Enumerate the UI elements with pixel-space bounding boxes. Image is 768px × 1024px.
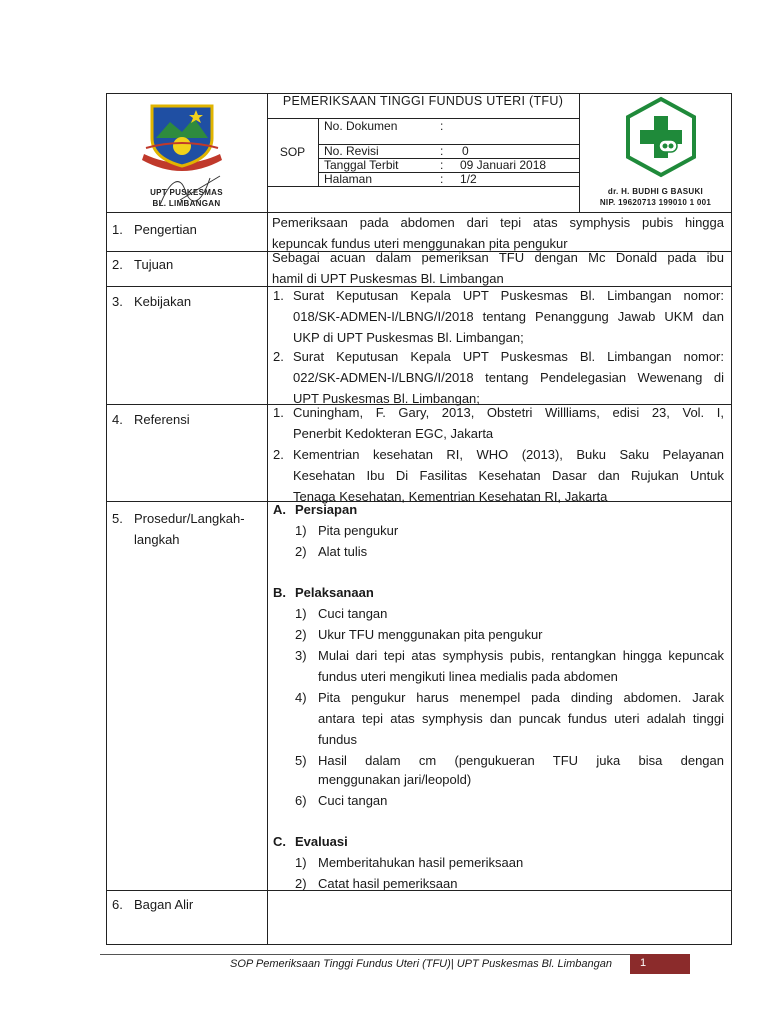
step-num: 2) [295, 544, 307, 559]
section-num-referensi: 4. [112, 412, 123, 427]
step-num: 6) [295, 793, 307, 808]
step-num: 1) [295, 523, 307, 538]
field-value-no-revisi: 0 [462, 144, 469, 158]
field-sep-halaman: : [440, 172, 444, 186]
referensi-item-1-line-1: Cuningham, F. Gary, 2013, Obstetri Willliams, edisi 23, Vol. I, [293, 405, 724, 420]
step-text: Cuci tangan [318, 606, 388, 621]
regency-logo [136, 98, 228, 176]
health-cross-icon [623, 96, 699, 178]
group-letter-c: C. [273, 834, 286, 849]
field-label-no-revisi: No. Revisi [324, 144, 379, 158]
step-num: 1) [295, 855, 307, 870]
group-letter-a: A. [273, 502, 286, 517]
footer-page-badge [630, 954, 690, 974]
section-label-prosedur-1: Prosedur/Langkah- [134, 511, 245, 526]
referensi-item-2-line-1: Kementrian kesehatan RI, WHO (2013), Buku Saku Pelayanan [293, 447, 724, 462]
footer-text: SOP Pemeriksaan Tinggi Fundus Uteri (TFU)| UPT Puskesmas Bl. Limbangan [230, 958, 612, 970]
step-num: 3) [295, 648, 307, 663]
section-num-tujuan: 2. [112, 257, 123, 272]
kemkes-logo [623, 96, 699, 178]
step-text: Catat hasil pemeriksaan [318, 876, 458, 891]
step-text: Ukur TFU menggunakan pita pengukur [318, 627, 543, 642]
step-text: menggunakan jari/leopold) [318, 772, 472, 787]
section-num-pengertian: 1. [112, 222, 123, 237]
kebijakan-item-num: 1. [273, 288, 284, 303]
signer-nip: NIP. 19620713 199010 1 001 [599, 198, 712, 207]
step-text: Hasil dalam cm (pengukueran TFU juka bisa dengan [318, 753, 724, 768]
referensi-item-num: 1. [273, 405, 284, 420]
kebijakan-item-2-line-1: Surat Keputusan Kepala UPT Puskesmas Bl. Limbangan nomor: [293, 349, 724, 364]
group-letter-b: B. [273, 585, 286, 600]
section-num-prosedur: 5. [112, 511, 123, 526]
section-label-pengertian: Pengertian [134, 222, 197, 237]
section-label-bagan: Bagan Alir [134, 897, 194, 912]
sop-label: SOP [279, 145, 306, 159]
footer-rule [100, 954, 690, 955]
step-text: Memberitahukan hasil pemeriksaan [318, 855, 524, 870]
footer-page-number: 1 [640, 957, 647, 969]
field-label-halaman: Halaman [324, 172, 373, 186]
step-text: Pita pengukur [318, 523, 399, 538]
group-title-evaluasi: Evaluasi [295, 834, 348, 849]
field-value-halaman: 1/2 [460, 172, 477, 186]
field-label-no-dokumen: No. Dokumen [324, 119, 398, 133]
referensi-item-num: 2. [273, 447, 284, 462]
signature-mark [150, 170, 230, 210]
step-text: fundus [318, 732, 358, 747]
kebijakan-item-1-line-3: UKP di UPT Puskesmas Bl. Limbangan; [293, 330, 524, 345]
step-text: Pita pengukur harus menempel pada dinding abdomen. Jarak [318, 690, 724, 705]
step-num: 1) [295, 606, 307, 621]
referensi-item-2-line-3: Tenaga Kesehatan, Kementrian Kesehatan RI, Jakarta [293, 489, 608, 504]
kebijakan-item-1-line-1: Surat Keputusan Kepala UPT Puskesmas Bl. Limbangan nomor: [293, 288, 724, 303]
field-sep-no-dokumen: : [440, 119, 444, 133]
org-name-line1: UPT PUSKESMAS [150, 188, 223, 197]
tujuan-line-2: hamil di UPT Puskesmas Bl. Limbangan [272, 271, 504, 286]
field-label-tanggal-terbit: Tanggal Terbit [324, 158, 399, 172]
group-title-persiapan: Persiapan [295, 502, 358, 517]
kebijakan-item-2-line-2: 022/SK-ADMEN-I/LBNG/I/2018 tentang Pendelegasian Wewenang di [293, 370, 724, 385]
referensi-item-1-line-2: Penerbit Kedokteran EGC, Jakarta [293, 426, 494, 441]
section-num-kebijakan: 3. [112, 294, 123, 309]
kebijakan-item-1-line-2: 018/SK-ADMEN-I/LBNG/I/2018 tentang Penanggung Jawab UKM dan [293, 309, 724, 324]
step-text: Cuci tangan [318, 793, 388, 808]
kebijakan-item-2-line-3: UPT Puskesmas Bl. Limbangan; [293, 391, 480, 406]
step-num: 2) [295, 627, 307, 642]
header-divider-left [267, 93, 268, 945]
kebijakan-item-num: 2. [273, 349, 284, 364]
group-title-pelaksanaan: Pelaksanaan [295, 585, 374, 600]
page-title: PEMERIKSAAN TINGGI FUNDUS UTERI (TFU) [282, 94, 564, 108]
step-num: 2) [295, 876, 307, 891]
step-num: 5) [295, 753, 307, 768]
section-label-referensi: Referensi [134, 412, 190, 427]
step-text: fundus uteri mengikuti linea medialis pada abdomen [318, 669, 618, 684]
step-text: Alat tulis [318, 544, 368, 559]
tujuan-line-1: Sebagai acuan dalam pemeriksan TFU dengan Mc Donald pada ibu [272, 250, 724, 265]
step-num: 4) [295, 690, 307, 705]
signer-name: dr. H. BUDHI G BASUKI [607, 187, 704, 196]
section-label-kebijakan: Kebijakan [134, 294, 192, 309]
signature-icon [150, 170, 230, 210]
field-sep-tanggal-terbit: : [440, 158, 444, 172]
org-name-line2: BL. LIMBANGAN [152, 199, 221, 208]
pengertian-line-2: kepuncak fundus uteri menggunakan pita pengukur [272, 236, 568, 251]
section-label-prosedur-2: langkah [134, 532, 180, 547]
section-label-tujuan: Tujuan [134, 257, 174, 272]
title-underline [267, 118, 579, 119]
section-num-bagan: 6. [112, 897, 123, 912]
referensi-item-2-line-2: Kesehatan Ibu Di Fasilitas Kesehatan Dasar dan Rujukan Untuk [293, 468, 724, 483]
crest-icon [136, 98, 228, 176]
field-sep-no-revisi: : [440, 144, 444, 158]
sop-divider [318, 118, 319, 186]
field-value-tanggal-terbit: 09 Januari 2018 [460, 158, 547, 172]
step-text: antara tepi atas symphysis dan puncak fundus uteri adalah tinggi [318, 711, 724, 726]
header-bottom-mid [267, 186, 579, 187]
step-text: Mulai dari tepi atas symphysis pubis, rentangkan hingga kepuncak [318, 648, 724, 663]
pengertian-line-1: Pemeriksaan pada abdomen dari tepi atas symphysis pubis hingga [272, 215, 724, 230]
